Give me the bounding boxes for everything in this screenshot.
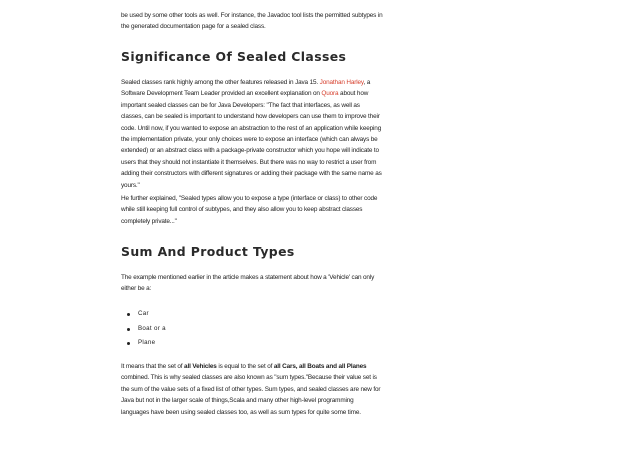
section-heading-sum-product: Sum And Product Types — [121, 244, 295, 259]
sum-text-2: is equal to the set of — [216, 363, 274, 370]
list-item: Plane — [127, 336, 166, 351]
list-item: Boat or a — [127, 322, 166, 337]
vehicle-paragraph: The example mentioned earlier in the article makes a statement about how a 'Vehicle' can only either be a: — [121, 274, 375, 293]
sum-text-1: It means that the set of — [121, 363, 185, 370]
list-item: Car — [127, 307, 166, 322]
all-cars-boats-planes-bold: all Cars, all Boats and all Planes — [273, 363, 367, 370]
sum-types-paragraph — [121, 361, 383, 418]
explanation-paragraph: He further explained, "Sealed types allow you to expose a type (interface or class) to other code while still keeping full control of subtypes, and they also allow you to keep abstract classes completely private..." — [121, 195, 378, 225]
quora-link[interactable]: Quora — [321, 90, 339, 98]
section-heading-significance: Significance Of Sealed Classes — [121, 49, 347, 64]
jonathan-harley-link[interactable]: Jonathan Harley — [319, 79, 364, 86]
intro-paragraph: be used by some other tools as well. For instance, the Javadoc tool lists the permitted subtypes in the generated documentation page for a sealed class. — [121, 12, 383, 31]
vehicle-list — [121, 307, 166, 351]
significance-paragraph — [121, 77, 383, 191]
sum-text-3: combined. This is why sealed classes are also known as "sum types."Because their value set is the sum of the value sets of a fixed list of other types. Sum types, and sealed classes are new for Java but not in the larger scale of things,Scala and many other high-level programming languages have been using sealed classes too, as well as sum types for quite some time. — [121, 374, 381, 416]
significance-text-end: about how important sealed classes can be for Java Developers: "The fact that interfaces, as well as classes, can be sealed is important to understand how developers can use them to improve their code. Until now, if you wanted to expose an abstraction to the rest of an application while keeping the implementation private, your only choices were to expose an interface (which can always be extended) or an abstract class with a package-private constructor which you hope will indicate to users that they should not instantiate it themselves. But there was no way to restrict a user from adding their constructors with different signatures or adding their package with the same name as yours." — [121, 90, 382, 189]
significance-text-start: Sealed classes rank highly among the other features released in Java 15. — [121, 79, 320, 86]
all-vehicles-bold: all Vehicles — [184, 363, 217, 370]
significance-text-mid: , a Software Development Team Leader provided an excellent explanation on — [121, 79, 371, 98]
